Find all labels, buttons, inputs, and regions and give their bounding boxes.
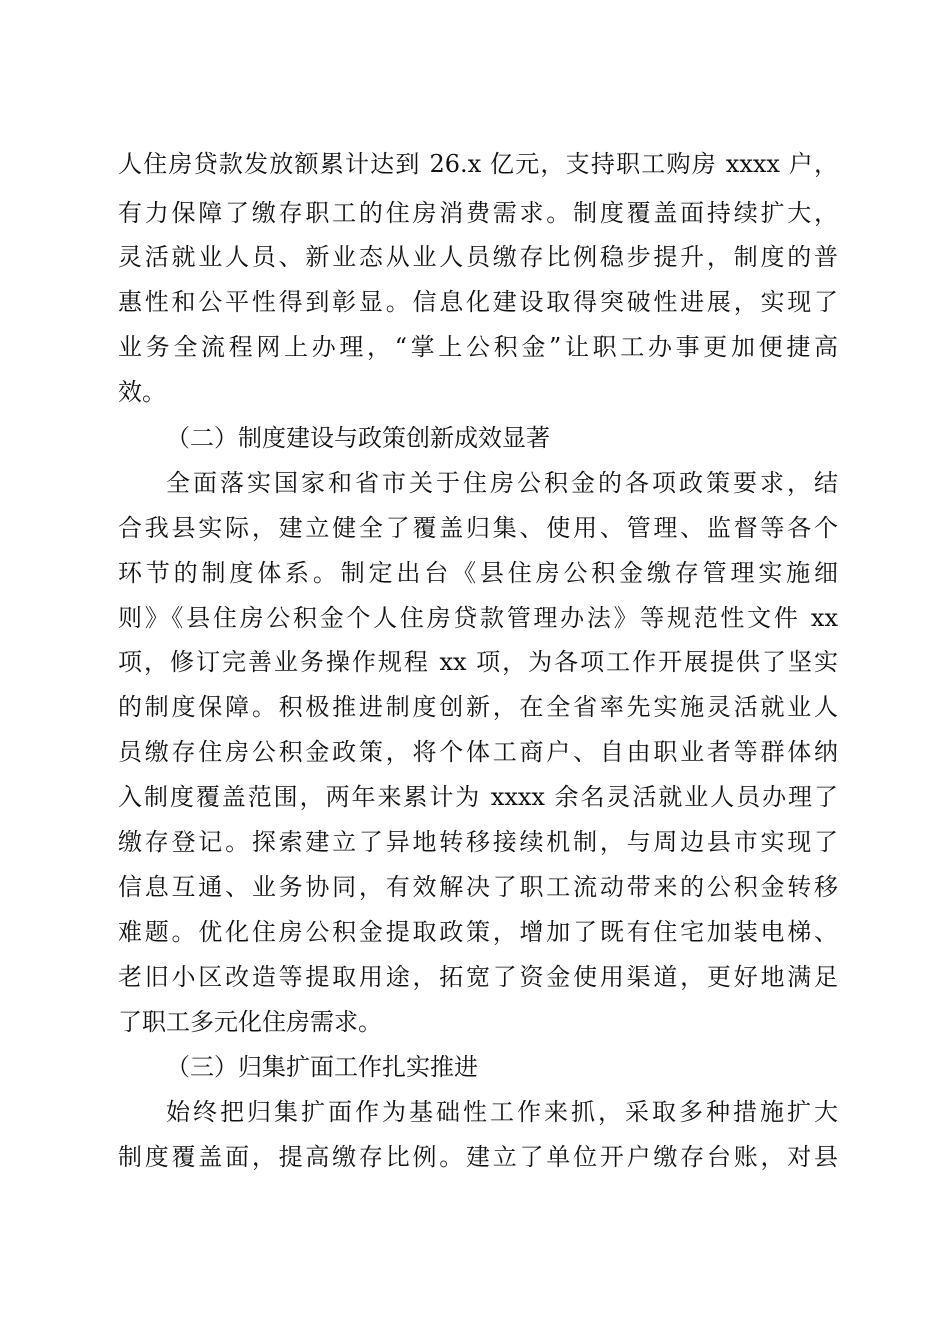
paragraph-line: 难题。优化住房公积金提取政策，增加了既有住宅加装电梯、: [118, 918, 838, 946]
paragraph-line: 入制度覆盖范围，两年来累计为 xxxx 余名灵活就业人员办理了: [118, 783, 838, 811]
paragraph-line: 业务全流程网上办理，“掌上公积金”让职工办事更加便捷高: [118, 333, 838, 361]
paragraph-line: 老旧小区改造等提取用途，拓宽了资金使用渠道，更好地满足: [118, 963, 838, 991]
paragraph-line: 全面落实国家和省市关于住房公积金的各项政策要求，结: [166, 469, 838, 497]
paragraph-line: 信息互通、业务协同，有效解决了职工流动带来的公积金转移: [118, 873, 838, 901]
paragraph-line: 合我县实际，建立健全了覆盖归集、使用、管理、监督等各个: [118, 514, 838, 542]
paragraph-line: 始终把归集扩面作为基础性工作来抓，采取多种措施扩大: [166, 1098, 838, 1126]
paragraph-line: 灵活就业人员、新业态从业人员缴存比例稳步提升，制度的普: [118, 243, 838, 271]
paragraph-line: 人住房贷款发放额累计达到 26.x 亿元，支持职工购房 xxxx 户，: [118, 150, 838, 178]
section-heading: （二）制度建设与政策创新成效显著: [166, 424, 550, 452]
paragraph-line: 惠性和公平性得到彰显。信息化建设取得突破性进展，实现了: [118, 288, 838, 316]
paragraph-line: 的制度保障。积极推进制度创新，在全省率先实施灵活就业人: [118, 693, 838, 721]
paragraph-line: 了职工多元化住房需求。: [118, 1008, 382, 1036]
paragraph-line: 则》《县住房公积金个人住房贷款管理办法》等规范性文件 xx: [118, 604, 838, 632]
paragraph-line: 制度覆盖面，提高缴存比例。建立了单位开户缴存台账，对县: [118, 1143, 838, 1171]
paragraph-line: 效。: [118, 378, 166, 406]
section-heading: （三）归集扩面工作扎实推进: [166, 1053, 478, 1081]
paragraph-line: 员缴存住房公积金政策，将个体工商户、自由职业者等群体纳: [118, 738, 838, 766]
document-body: [118, 0, 838, 1344]
paragraph-line: 项，修订完善业务操作规程 xx 项，为各项工作开展提供了坚实: [118, 648, 838, 676]
paragraph-line: 缴存登记。探索建立了异地转移接续机制，与周边县市实现了: [118, 828, 838, 856]
paragraph-line: 有力保障了缴存职工的住房消费需求。制度覆盖面持续扩大，: [118, 199, 838, 227]
paragraph-line: 环节的制度体系。制定出台《县住房公积金缴存管理实施细: [118, 559, 838, 587]
